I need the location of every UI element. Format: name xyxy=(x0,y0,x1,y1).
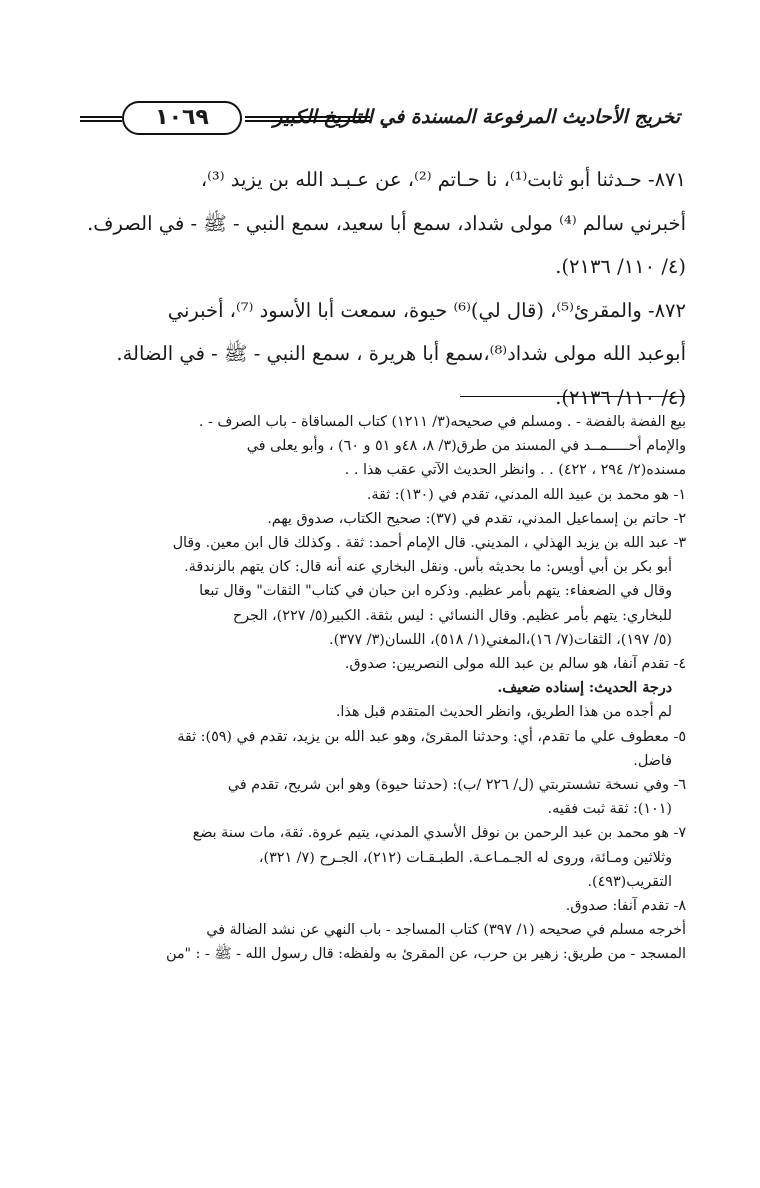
footnote-line: أخرجه مسلم في صحيحه (١/ ٣٩٧) كتاب المساجد - باب النهي عن نشد الضالة في xyxy=(206,922,686,939)
footnote-7: ٧- هو محمد بن عبد الرحمن بن نوفل الأسدي المدني، يتيم عروة. ثقة، مات سنة بضع xyxy=(192,825,686,842)
hadith-grade: درجة الحديث: إسناده ضعيف. xyxy=(497,680,672,697)
footnote-3: ٣- عبد الله بن يزيد الهذلي ، المديني. قال الإمام أحمد: ثقة . وكذلك قال ابن معين. وقال xyxy=(172,535,686,552)
footnote-5: ٥- معطوف علي ما تقدم، أي: وحدثنا المقرئ، وهو عبد الله بن يزيد، تقدم في (٥٩): ثقة xyxy=(177,728,686,745)
footnote-line: لم أجده من هذا الطريق، وانظر الحديث المتقدم قبل هذا. xyxy=(335,704,672,721)
footnote-line: مسنده(٢/ ٢٩٤ ، ٤٢٢) . . وانظر الحديث الآتي عقب هذا . . xyxy=(344,462,686,479)
running-title: تخريج الأحاديث المرفوعة المسندة في التاريخ الكبير xyxy=(273,106,680,128)
hadith-871-reference: (٤/ ١١٠/ ٢١٣٦). xyxy=(555,255,686,278)
footnote-line: للبخاري: يتهم بأمر عظيم. وقال النسائي : ليس بثقة. الكبير(٥/ ٢٢٧)، الجرح xyxy=(232,607,672,624)
footnote-line: (١٠١): ثقة ثبت فقيه. xyxy=(547,801,672,818)
footnote-line: (٥/ ١٩٧)، الثقات(٧/ ١٦)،المغني(١/ ٥١٨)، اللسان(٣/ ٣٧٧). xyxy=(329,631,672,648)
hadith-871-line-2: أخبرني سالم ⁽⁴⁾ مولى شداد، سمع أبا سعيد، سمع النبي - ﷺ - في الصرف. xyxy=(87,211,686,235)
footnote-8: ٨- تقدم آنفا: صدوق. xyxy=(565,898,686,915)
footnote-6: ٦- وفي نسخة تشستربتي (ل/ ٢٢٦ /ب): (حدثنا حيوة) وهو ابن شريح، تقدم في xyxy=(227,777,686,794)
footnote-line: فاضل. xyxy=(633,752,672,769)
header-rule xyxy=(80,116,122,122)
footnote-line: بيع الفضة بالفضة - . ومسلم في صحيحه(٣/ ١٢١١) كتاب المساقاة - باب الصرف - . xyxy=(198,414,686,430)
footnote-line: وثلاثين ومـائة، وروى له الجـمـاعـة. الطبـقـات (٢١٢)، الجـرح (٧/ ٣٢١)، xyxy=(258,849,672,866)
hadith-872-line-1: ٨٧٢- والمقرئ⁽⁵⁾، (قال لي)⁽⁶⁾ حيوة، سمعت أبا الأسود ⁽⁷⁾، أخبرني xyxy=(167,298,686,322)
header-rule xyxy=(245,116,370,122)
hadith-871-line-1: ٨٧١- حـدثنا أبو ثابت⁽¹⁾، نا حـاتم ⁽²⁾، عن عـبـد الله بن يزيد ⁽³⁾، xyxy=(200,168,686,191)
footnote-1: ١- هو محمد بن عبيد الله المدني، تقدم في (١٣٠): ثقة. xyxy=(366,486,686,503)
footnotes xyxy=(76,410,686,967)
footnote-line: والإمام أحـــــمــد في المسند من طرق(٣/ ٨، ٤٨و ٥١ و ٦٠) ، وأبو يعلى في xyxy=(246,438,686,455)
footnote-line: التقريب(٤٩٣). xyxy=(587,873,672,890)
footnote-divider xyxy=(460,396,685,397)
hadith-872-reference: (٤/ ١١٠/ ٢١٣٦). xyxy=(555,385,686,409)
footnote-2: ٢- حاتم بن إسماعيل المدني، تقدم في (٣٧): صحيح الكتاب، صدوق يهم. xyxy=(267,510,686,527)
footnote-line: أبو بكر بن أبي أويس: ما بحديثه بأس. ونقل البخاري عنه أنه قال: كان يتهم بالزندقة. xyxy=(184,559,672,576)
page-number: ١٠٦٩ xyxy=(122,101,242,135)
hadith-872-line-2: أبوعبد الله مولى شداد⁽⁸⁾،سمع أبا هريرة ، سمع النبي - ﷺ - في الضالة. xyxy=(116,342,686,365)
footnote-line: وقال في الضعفاء: يتهم بأمر عظيم. وذكره ابن حبان في كتاب" الثقات" وقال تبعا xyxy=(199,583,672,600)
main-text xyxy=(76,158,686,419)
page-header xyxy=(80,98,680,158)
footnote-line: المسجد - من طريق: زهير بن حرب، عن المقرئ به ولفظه: قال رسول الله - ﷺ - : "من xyxy=(165,946,686,963)
footnote-4: ٤- تقدم آنفا، هو سالم بن عبد الله مولى النصريين: صدوق. xyxy=(344,656,686,673)
